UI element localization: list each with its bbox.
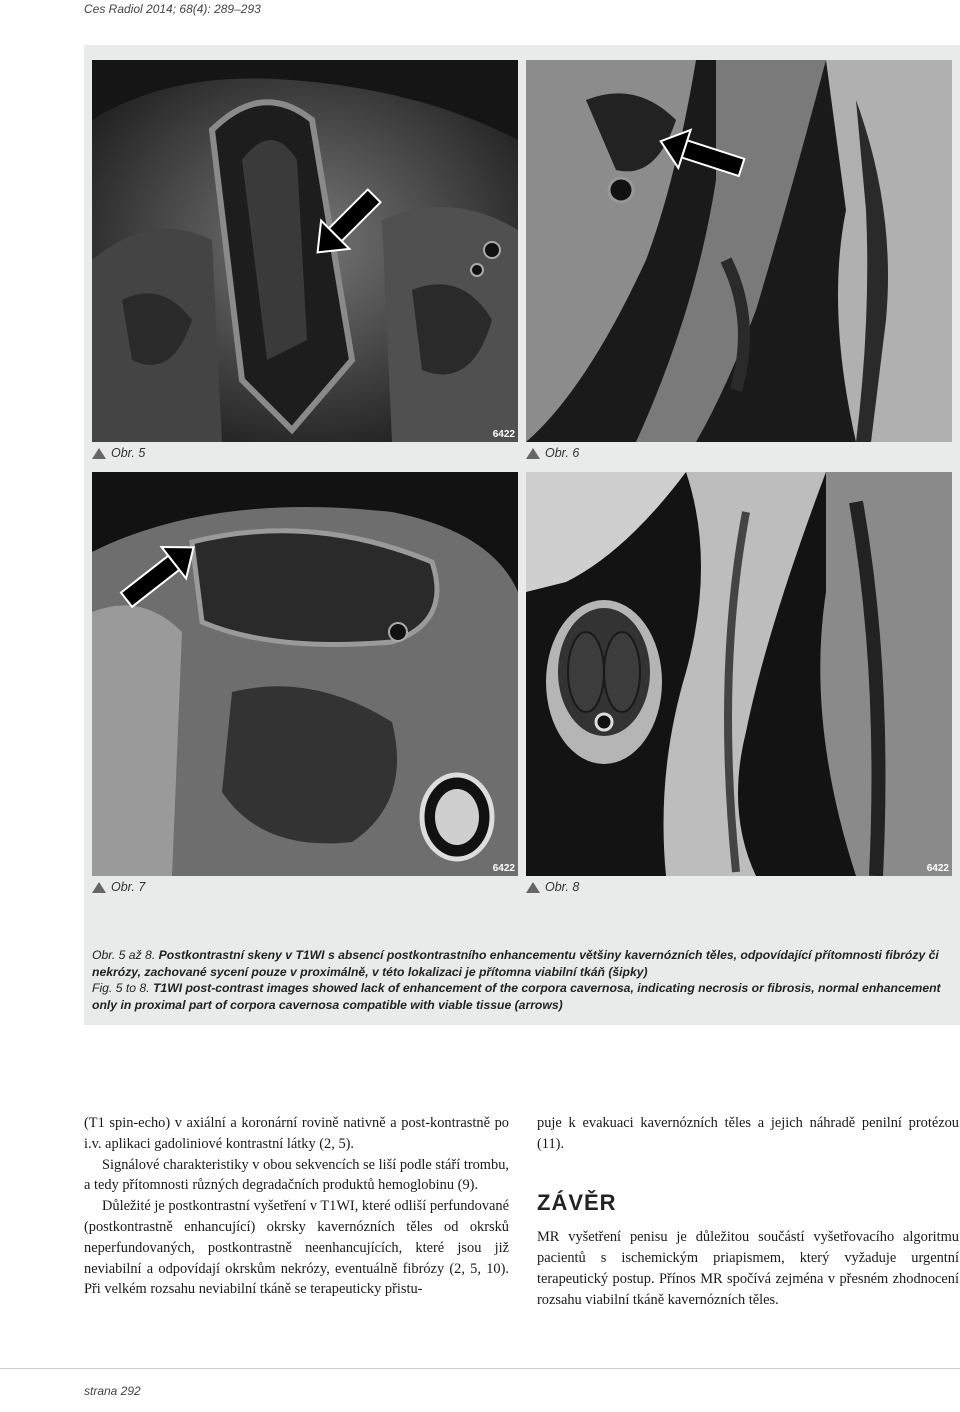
body-column-left xyxy=(84,1113,509,1300)
section-heading: ZÁVĚR xyxy=(537,1189,617,1215)
header-citation: Ces Radiol 2014; 68(4): 289–293 xyxy=(84,2,261,16)
triangle-icon xyxy=(92,448,106,459)
body-paragraph: Důležité je postkontrastní vyšetření v T1WI, které odliší perfundované (postkontrastně enhancující) okrsky kavernózních těles od okrsků neperfundovaných, postkontrastně neenhancujících, které jsou již neviabilní a odpovídají okrskům nekrózy, eventuálně fibrózy (2, 5, 10). Při velkém rozsahu neviabilní tkáně se terapeuticky přistu- xyxy=(84,1198,509,1298)
figure-label-7: Obr. 7 xyxy=(92,880,145,894)
body-paragraph: (T1 spin-echo) v axiální a koronární rovině nativně a post-kontrastně po i.v. aplikaci gadoliniové kontrastní látky (2, 5). xyxy=(84,1115,509,1152)
image-code: 6422 xyxy=(926,863,949,874)
mri-image-5 xyxy=(92,60,518,442)
figure-label-6: Obr. 6 xyxy=(526,446,579,460)
body-paragraph: puje k evakuaci kavernózních těles a jejich náhradě penilní protézou (11). xyxy=(537,1115,959,1152)
triangle-icon xyxy=(526,882,540,893)
figure-caption xyxy=(92,947,957,1013)
figure-label-5: Obr. 5 xyxy=(92,446,145,460)
image-code: 6422 xyxy=(492,429,515,440)
page-number: strana 292 xyxy=(84,1384,141,1398)
image-code: 6422 xyxy=(492,863,515,874)
caption-czech: Obr. 5 až 8. Postkontrastní skeny v T1WI s absencí postkontrastního enhancementu většiny kavernózních těles, odpovídající přítomnosti fibrózy či nekrózy, zachované sycení pouze v proximálně, v této lokalizaci je přítomna viabilní tkáň (šipky) xyxy=(92,948,939,979)
mri-image-6 xyxy=(526,60,952,442)
caption-english: Fig. 5 to 8. T1WI post-contrast images showed lack of enhancement of the corpora cavernosa, indicating necrosis or fibrosis, normal enhancement only in proximal part of corpora cavernosa compatible with viable tissue (arrows) xyxy=(92,981,941,1012)
mri-image-8 xyxy=(526,472,952,876)
triangle-icon xyxy=(92,882,106,893)
body-column-right xyxy=(537,1113,959,1311)
figure-label-8: Obr. 8 xyxy=(526,880,579,894)
body-paragraph: MR vyšetření penisu je důležitou součástí vyšetřovacího algoritmu pacientů s ischemickým priapismem, který vyžaduje urgentní terapeutický postup. Přínos MR spočívá zejména v přesném zhodnocení rozsahu viabilní tkáně kavernózních těles. xyxy=(537,1229,959,1308)
mri-image-7 xyxy=(92,472,518,876)
body-paragraph: Signálové charakteristiky v obou sekvencích se liší podle stáří trombu, a tedy přítomnosti různých degradačních produktů hemoglobinu (9). xyxy=(84,1156,509,1194)
footer-divider xyxy=(0,1368,960,1369)
triangle-icon xyxy=(526,448,540,459)
